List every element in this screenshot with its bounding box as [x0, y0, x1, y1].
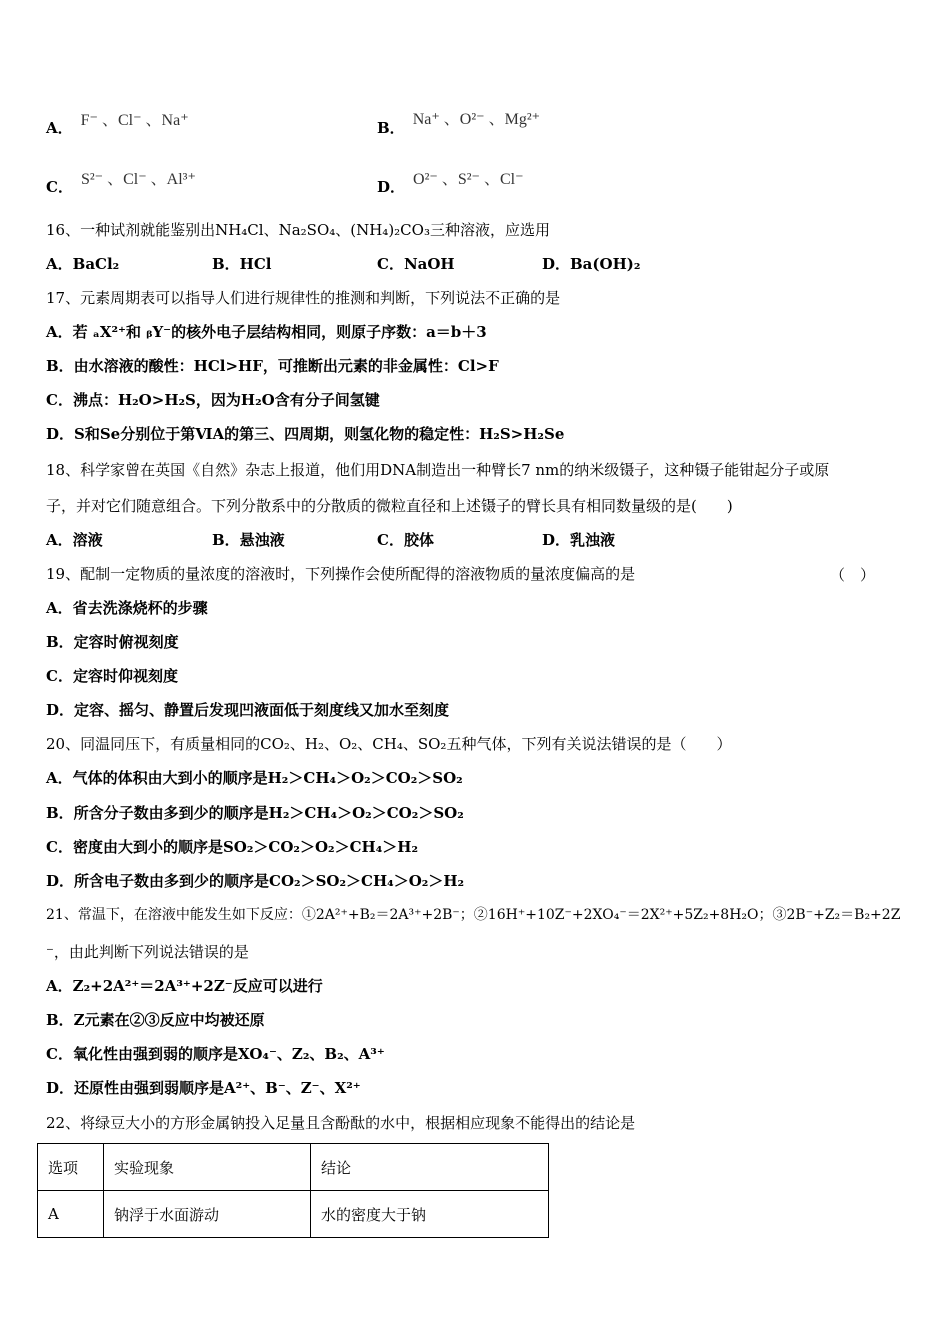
q16-option-a: A．BaCl₂ — [46, 255, 120, 273]
table-header-phenomenon: 实验现象 — [104, 1144, 311, 1191]
q18-option-d: D．乳浊液 — [542, 531, 616, 549]
q15-option-d — [377, 171, 524, 197]
q20-stem: 20、同温同压下，有质量相同的CO₂、H₂、O₂、CH₄、SO₂五种气体，下列有关说法错误的是（ ） — [46, 735, 732, 753]
q19-option-b: B．定容时俯视刻度 — [46, 633, 179, 651]
q17-option-b: B．由水溶液的酸性：HCl>HF，可推断出元素的非金属性：Cl>F — [46, 357, 499, 375]
q15-option-b — [377, 111, 541, 138]
q21-option-b: B．Z元素在②③反应中均被还原 — [46, 1011, 265, 1029]
q22-stem: 22、将绿豆大小的方形金属钠投入足量且含酚酞的水中，根据相应现象不能得出的结论是 — [46, 1114, 636, 1132]
q17-option-c: C．沸点：H₂O>H₂S，因为H₂O含有分子间氢键 — [46, 391, 380, 409]
q20-option-b: B．所含分子数由多到少的顺序是H₂＞CH₄＞O₂＞CO₂＞SO₂ — [46, 804, 464, 822]
table-cell-option: A — [38, 1191, 104, 1238]
q15-option-a-ions: F⁻ 、Cl⁻ 、Na⁺ — [80, 112, 189, 129]
table-row — [38, 1191, 549, 1238]
q21-option-a: A．Z₂+2A²⁺＝2A³⁺+2Z⁻反应可以进行 — [46, 977, 323, 995]
q15-option-b-ions: Na⁺ 、O²⁻ 、Mg²⁺ — [412, 111, 541, 128]
table-cell-conclusion: 水的密度大于钠 — [311, 1191, 549, 1238]
q15-option-a — [46, 112, 189, 138]
q16-option-b: B．HCl — [212, 255, 272, 273]
q19-stem: 19、配制一定物质的量浓度的溶液时，下列操作会使所配得的溶液物质的量浓度偏高的是 — [46, 565, 636, 583]
q15-option-a-label: A． — [46, 119, 73, 137]
q18-stem-line-1: 18、科学家曾在英国《自然》杂志上报道，他们用DNA制造出一种臂长7 nm的纳米级镊子，这种镊子能钳起分子或原 — [46, 461, 830, 479]
q19-option-a: A．省去洗涤烧杯的步骤 — [46, 599, 208, 617]
table-header-option: 选项 — [38, 1144, 104, 1191]
q15-option-d-ions: O²⁻ 、S²⁻ 、Cl⁻ — [413, 171, 524, 188]
q18-stem-line-2: 子，并对它们随意组合。下列分散系中的分散质的微粒直径和上述镊子的臂长具有相同数量级的是( ) — [46, 497, 733, 515]
q22-table — [37, 1143, 549, 1238]
q21-stem-line-2: ⁻，由此判断下列说法错误的是 — [46, 943, 249, 961]
q19-answer-paren: （ ） — [830, 566, 876, 584]
q15-option-b-label: B． — [377, 119, 405, 137]
table-header-conclusion: 结论 — [311, 1144, 549, 1191]
q18-option-b: B．悬浊液 — [212, 531, 285, 549]
q16-option-c: C．NaOH — [377, 255, 455, 273]
q16-option-d: D．Ba(OH)₂ — [542, 255, 641, 273]
q15-option-c-label: C． — [46, 178, 73, 196]
q21-option-c: C．氧化性由强到弱的顺序是XO₄⁻、Z₂、B₂、A³⁺ — [46, 1045, 385, 1063]
table-header-row — [38, 1144, 549, 1191]
q17-option-d: D．S和Se分别位于第ⅥA的第三、四周期，则氢化物的稳定性：H₂S>H₂Se — [46, 425, 565, 443]
q20-option-a: A．气体的体积由大到小的顺序是H₂＞CH₄＞O₂＞CO₂＞SO₂ — [46, 769, 463, 787]
q21-option-d: D．还原性由强到弱顺序是A²⁺、B⁻、Z⁻、X²⁺ — [46, 1079, 361, 1097]
q17-option-a: A．若 ₐX²⁺和 ᵦY⁻的核外电子层结构相同，则原子序数：a＝b＋3 — [46, 323, 487, 341]
q20-option-d: D．所含电子数由多到少的顺序是CO₂＞SO₂＞CH₄＞O₂＞H₂ — [46, 872, 465, 890]
q20-option-c: C．密度由大到小的顺序是SO₂＞CO₂＞O₂＞CH₄＞H₂ — [46, 838, 419, 856]
q15-option-c — [46, 171, 196, 197]
q16-stem: 16、一种试剂就能鉴别出NH₄Cl、Na₂SO₄、(NH₄)₂CO₃三种溶液，应选用 — [46, 221, 550, 239]
q18-option-a: A．溶液 — [46, 531, 103, 549]
table-cell-phenomenon: 钠浮于水面游动 — [104, 1191, 311, 1238]
q17-stem: 17、元素周期表可以指导人们进行规律性的推测和判断，下列说法不正确的是 — [46, 289, 561, 307]
q15-option-c-ions: S²⁻ 、Cl⁻ 、Al³⁺ — [80, 171, 196, 188]
q19-option-d: D．定容、摇匀、静置后发现凹液面低于刻度线又加水至刻度 — [46, 701, 450, 719]
q15-option-d-label: D． — [377, 178, 406, 196]
q19-option-c: C．定容时仰视刻度 — [46, 667, 178, 685]
q18-option-c: C．胶体 — [377, 531, 434, 549]
q21-stem-line-1: 21、常温下，在溶液中能发生如下反应：①2A²⁺+B₂＝2A³⁺+2B⁻；②16H⁺+10Z⁻+2XO₄⁻＝2X²⁺+5Z₂+8H₂O；③2B⁻+Z₂＝B₂+2Z — [46, 907, 901, 923]
